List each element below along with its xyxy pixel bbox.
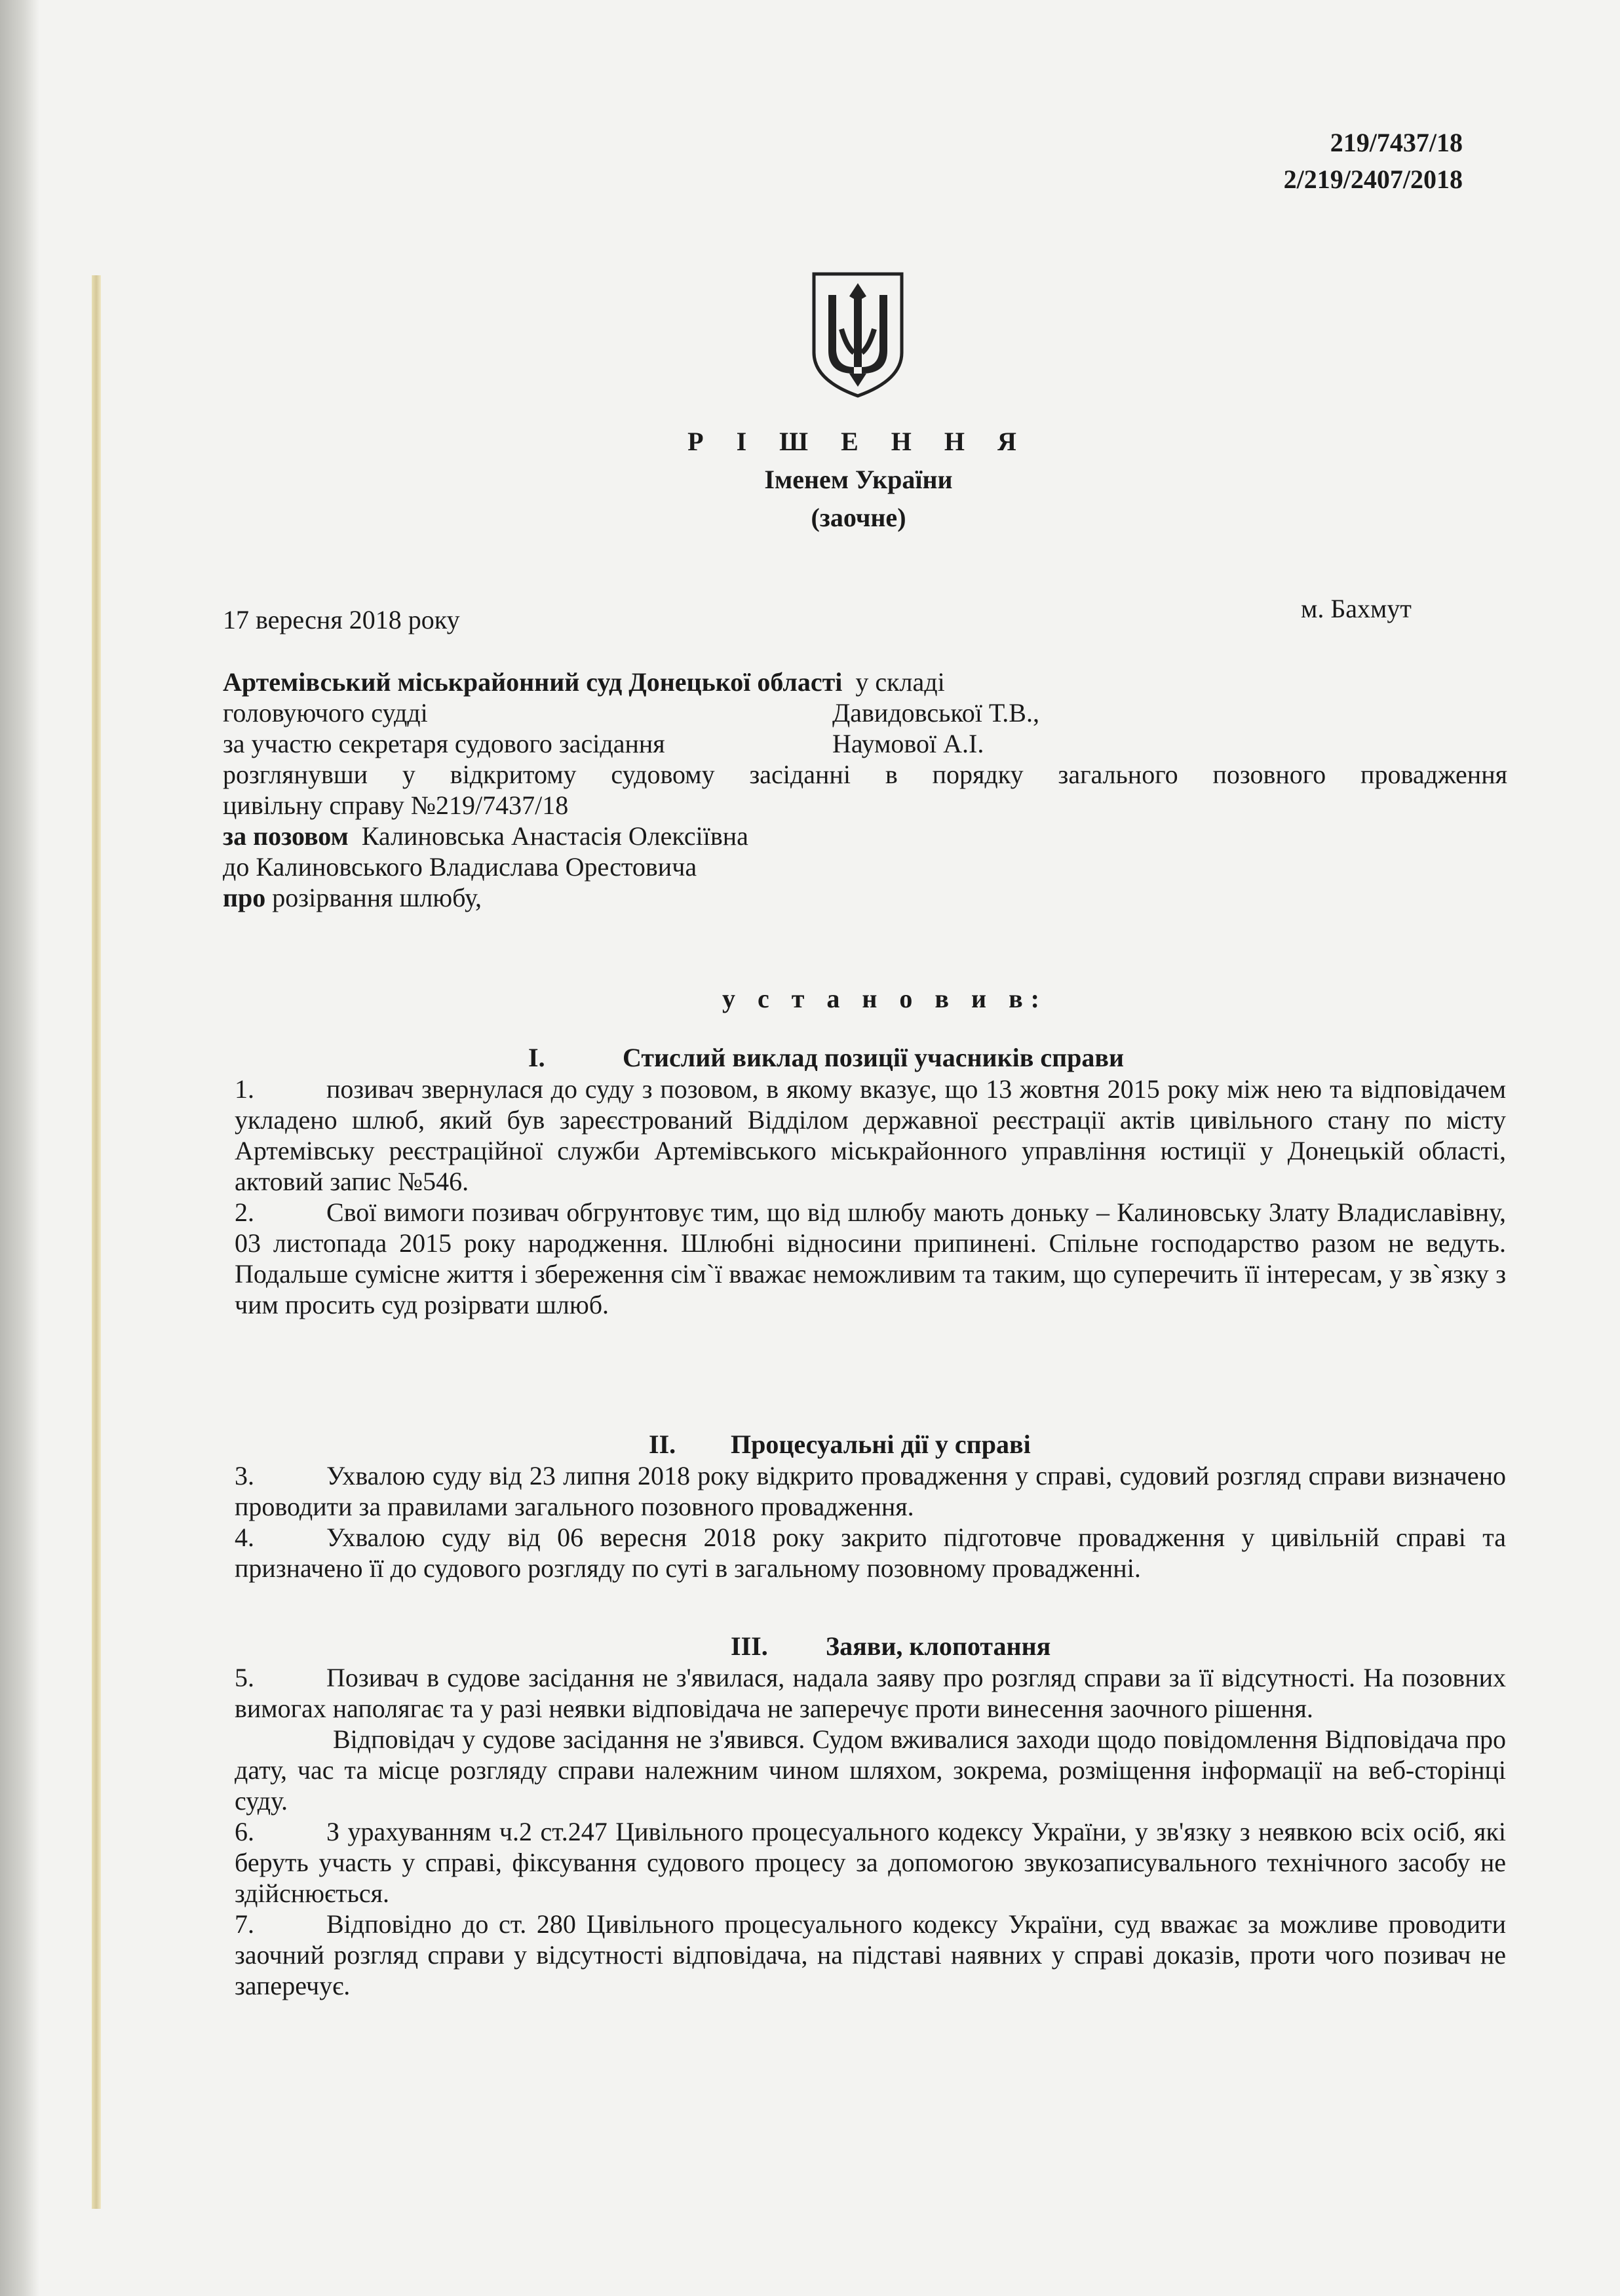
subject-text: розірвання шлюбу, [272,883,482,912]
section-number: III. [731,1631,768,1661]
paragraph-number: 7. [235,1909,254,1939]
claim-row [223,821,1507,851]
paragraph-text: Відповідно до ст. 280 Цивільного процесуального кодексу України, суд вважає за можливе проводити заочний розгляд справи у відсутності відповідача, на підставі наявних у справі доказів, проти чого позивач не заперечує. [235,1909,1506,2000]
paragraph-text: З урахуванням ч.2 ст.247 Цивільного процесуального кодексу України, у зв'язку з неявкою всіх осіб, які беруть участь у справі, фіксування судового процесу за допомогою звукозаписувального технічного засобу не здійснюється. [235,1817,1506,1908]
procedure-line: розглянувши у відкритому судовому засіданні в порядку загального позовного провадження [223,760,1507,789]
section-heading [235,1631,1506,1662]
paragraph [235,1197,1506,1320]
paragraph [235,1909,1506,2001]
paragraph [235,1522,1506,1584]
section-2 [235,1429,1506,1584]
defendant-line: до Калиновського Владислава Орестовича [223,852,697,882]
decision-city: м. Бахмут [1301,594,1412,623]
section-3 [235,1631,1506,2001]
case-line: цивільну справу №219/7437/18 [223,790,569,820]
secretary-label: за участю секретаря судового засідання [223,729,665,758]
paragraph-number: 6. [235,1817,254,1846]
claim-label: за позовом [223,821,349,851]
paragraph-number: 2. [235,1197,254,1227]
paragraph-number: 3. [235,1461,254,1490]
court-name-row [223,667,1507,697]
judge-label: головуючого судді [223,698,428,728]
paragraph [235,1460,1506,1522]
binding-thread [92,275,101,2209]
paragraph-text: Свої вимоги позивач обгрунтовує тим, що від шлюбу мають доньку – Калиновську Злату Владиславівну, 03 листопада 2015 року народження. Шлюбні відносини припинені. Спільне господарство разом не ведуть. Подальше сумісне життя і збереження сім`ї вважає неможливим та таким, що суперечить її інтересам, у зв`язку з чим просить суд розірвати шлюб. [235,1197,1506,1319]
case-number-2: 2/219/2407/2018 [1283,165,1463,194]
secretary-name: Наумової А.І. [832,729,984,758]
claimant-name: Калиновська Анастасія Олексіївна [361,821,748,851]
title-in-name-of-ukraine: Іменем України [764,465,953,494]
case-number-1: 219/7437/18 [1330,128,1463,157]
section-heading [235,1042,1506,1074]
decision-date: 17 вересня 2018 року [223,605,460,634]
paragraph [235,1662,1506,1724]
paragraph-number: 4. [235,1523,254,1552]
court-composition-label: у складі [855,667,945,697]
court-name: Артемівський міськрайонний суд Донецької області [223,667,843,697]
established-heading: у с т а н о в и в: [722,984,1048,1013]
judge-row [223,697,1507,728]
title-decision: Р І Ш Е Н Н Я [687,427,1030,456]
judge-name: Давидовської Т.В., [832,698,1039,728]
paragraph-text: Позивач в судове засідання не з'явилася, надала заяву про розгляд справи за її відсутності. На позовних вимогах наполягає та у разі неявки відповідача не заперечує проти винесення заочного рішення. [235,1663,1506,1723]
paragraph-text: позивач звернулася до суду з позовом, в якому вказує, що 13 жовтня 2015 року між нею та відповідачем укладено шлюб, який був зареєстрований Відділом державної реєстрації актів цивільного стану по місту Артемівську реєстраційної служби Артемівського міськрайонного управління юстиції у Донецькій області, актовий запис №546. [235,1074,1506,1196]
scan-page-edge [0,0,39,2296]
section-title: Стислий виклад позиції учасників справи [623,1043,1125,1072]
case-numbers [1284,125,1463,198]
paragraph-text: Відповідач у судове засідання не з'явився. Судом вживалися заходи щодо повідомлення Відповідача про дату, час та місце розгляду справи належним чином шляхом, зокрема, розміщення інформації на веб-сторінці суду. [235,1724,1506,1816]
title-in-absentia: (заочне) [811,503,906,532]
section-1 [235,1042,1506,1320]
section-number: I. [528,1043,545,1072]
paragraph-text: Ухвалою суду від 23 липня 2018 року відкрито провадження у справі, судовий розгляд справи визначено проводити за правилами загального позовного провадження. [235,1461,1506,1521]
paragraph [235,1724,1506,1816]
paragraph [235,1816,1506,1909]
paragraph [235,1074,1506,1197]
section-number: II. [649,1430,676,1459]
secretary-row [223,728,1507,759]
section-title: Процесуальні дії у справі [731,1430,1031,1459]
subject-label: про [223,883,266,912]
ukraine-trident-emblem-icon [809,269,907,400]
paragraph-number: 5. [235,1663,254,1692]
court-composition [223,667,1507,913]
section-heading [235,1429,1506,1460]
section-title: Заяви, клопотання [826,1631,1051,1661]
paragraph-number: 1. [235,1074,254,1104]
document-title [0,423,1620,537]
paragraph-text: Ухвалою суду від 06 вересня 2018 року закрито підготовче провадження у цивільній справі та призначено її до судового розгляду по суті в загальному позовному провадженні. [235,1523,1506,1583]
subject-row [223,882,1507,913]
